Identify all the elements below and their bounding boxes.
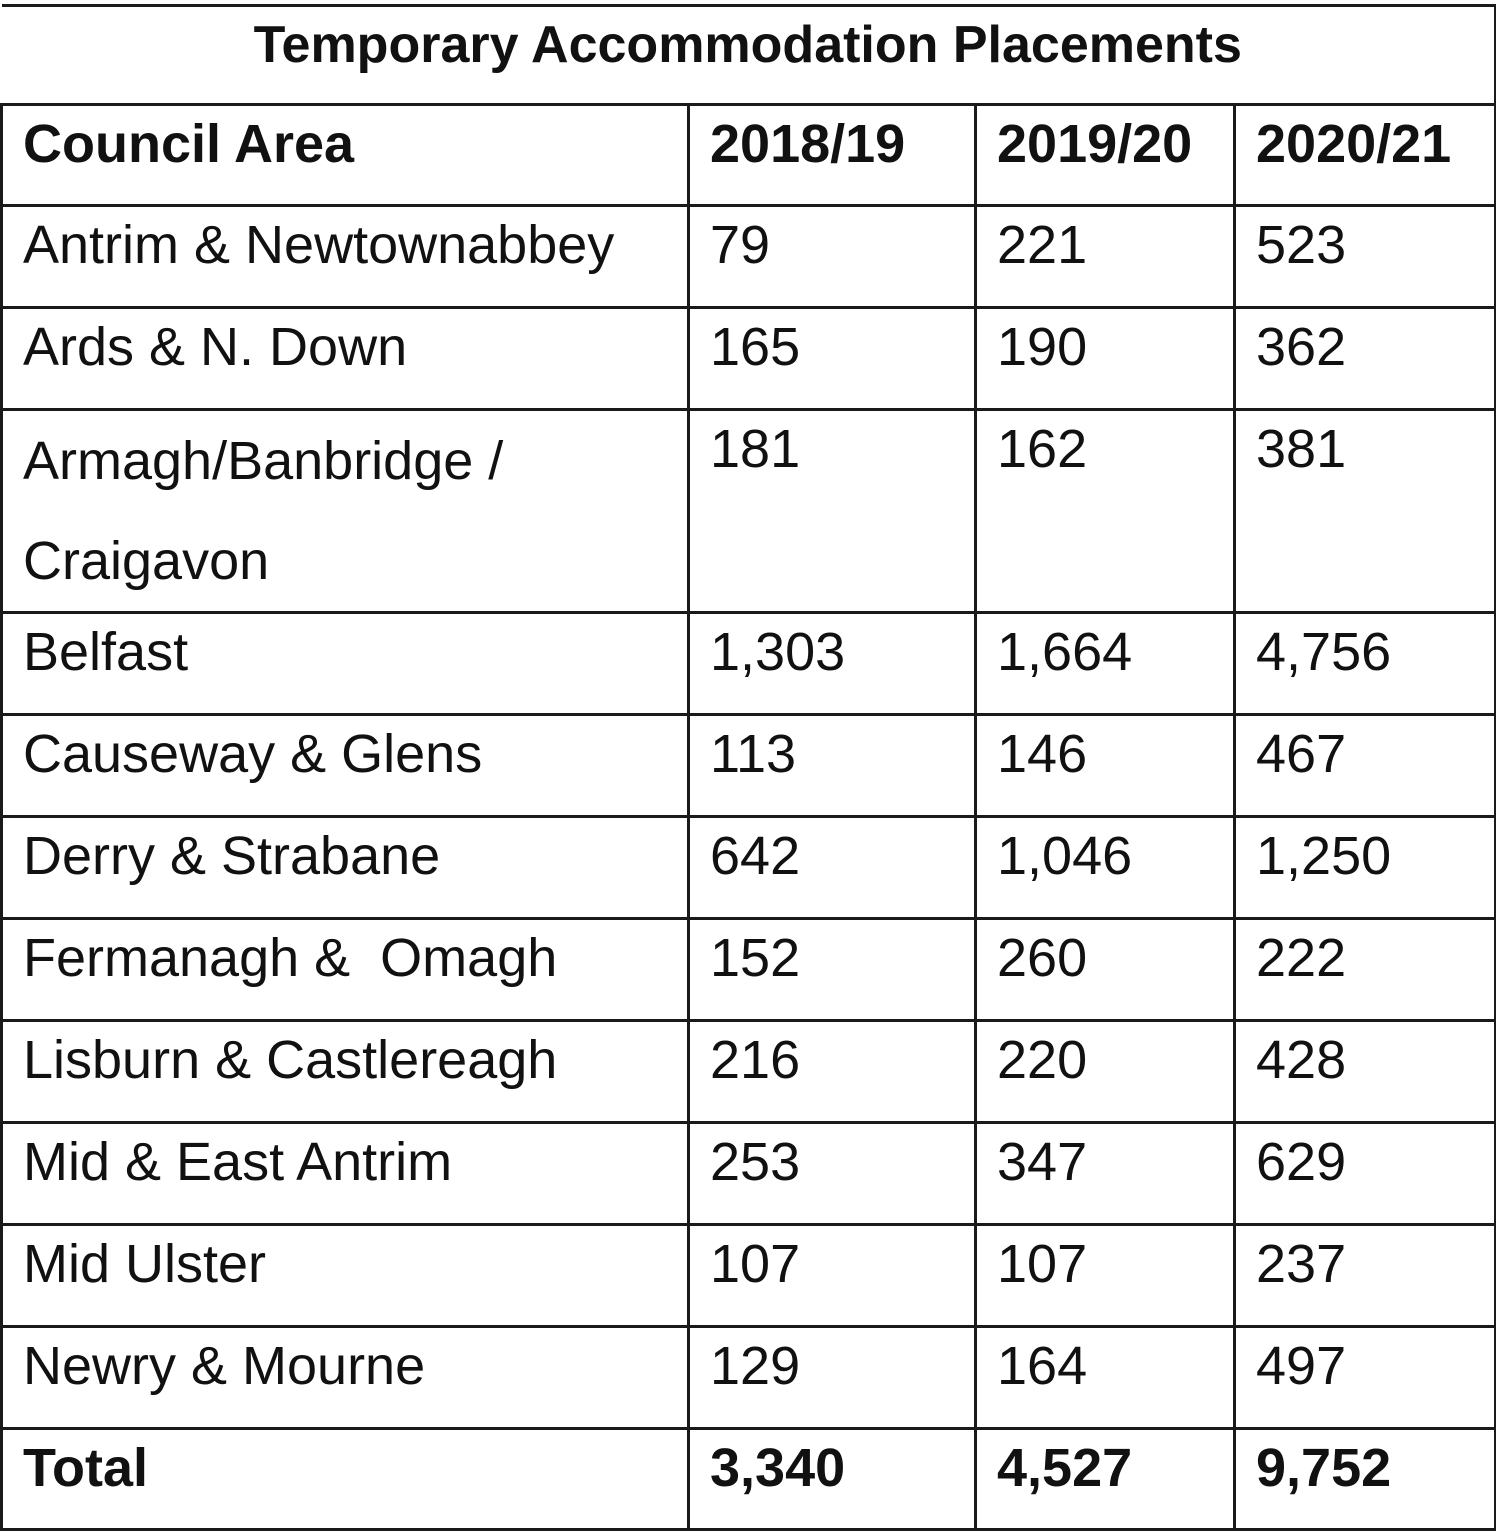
- value-2020-21: 629: [1235, 1123, 1496, 1225]
- value-2018-19: 181: [689, 410, 976, 613]
- value-2020-21: 237: [1235, 1225, 1496, 1327]
- council-area-cell: Mid & East Antrim: [2, 1123, 689, 1225]
- value-2018-19: 152: [689, 919, 976, 1021]
- value-2018-19: 1,303: [689, 613, 976, 715]
- value-2019-20: 347: [976, 1123, 1235, 1225]
- value-2018-19: 113: [689, 715, 976, 817]
- council-area-cell: Lisburn & Castlereagh: [2, 1021, 689, 1123]
- table-row: [2, 1225, 1496, 1327]
- header-council-area: Council Area: [2, 105, 689, 206]
- total-label: Total: [2, 1429, 689, 1530]
- council-area-cell: Newry & Mourne: [2, 1327, 689, 1429]
- table-row: [2, 919, 1496, 1021]
- table-row: [2, 1327, 1496, 1429]
- value-2019-20: 260: [976, 919, 1235, 1021]
- council-area-cell: Antrim & Newtownabbey: [2, 206, 689, 308]
- value-2018-19: 253: [689, 1123, 976, 1225]
- value-2019-20: 220: [976, 1021, 1235, 1123]
- value-2018-19: 216: [689, 1021, 976, 1123]
- table-header-row: [2, 105, 1496, 206]
- value-2020-21: 381: [1235, 410, 1496, 613]
- council-area-cell: Armagh/Banbridge / Craigavon: [2, 410, 689, 613]
- value-2018-19: 107: [689, 1225, 976, 1327]
- value-2020-21: 1,250: [1235, 817, 1496, 919]
- value-2019-20: 107: [976, 1225, 1235, 1327]
- table-row: [2, 308, 1496, 410]
- council-area-cell: Belfast: [2, 613, 689, 715]
- table-row: [2, 613, 1496, 715]
- value-2019-20: 1,046: [976, 817, 1235, 919]
- total-2019-20: 4,527: [976, 1429, 1235, 1530]
- value-2018-19: 165: [689, 308, 976, 410]
- table-title: Temporary Accommodation Placements: [2, 6, 1496, 105]
- value-2020-21: 467: [1235, 715, 1496, 817]
- table-row: [2, 715, 1496, 817]
- value-2020-21: 222: [1235, 919, 1496, 1021]
- table-title-row: [2, 6, 1496, 105]
- table-row: [2, 206, 1496, 308]
- header-2020-21: 2020/21: [1235, 105, 1496, 206]
- value-2020-21: 523: [1235, 206, 1496, 308]
- total-2020-21: 9,752: [1235, 1429, 1496, 1530]
- value-2020-21: 497: [1235, 1327, 1496, 1429]
- value-2019-20: 162: [976, 410, 1235, 613]
- placements-table: [0, 4, 1496, 1531]
- value-2020-21: 428: [1235, 1021, 1496, 1123]
- value-2019-20: 1,664: [976, 613, 1235, 715]
- header-2019-20: 2019/20: [976, 105, 1235, 206]
- table-row: [2, 1123, 1496, 1225]
- table-row: [2, 410, 1496, 613]
- council-area-cell: Derry & Strabane: [2, 817, 689, 919]
- council-area-cell: Mid Ulster: [2, 1225, 689, 1327]
- value-2019-20: 190: [976, 308, 1235, 410]
- value-2020-21: 4,756: [1235, 613, 1496, 715]
- value-2019-20: 221: [976, 206, 1235, 308]
- council-area-cell: Fermanagh & Omagh: [2, 919, 689, 1021]
- value-2020-21: 362: [1235, 308, 1496, 410]
- table-row: [2, 1021, 1496, 1123]
- value-2018-19: 79: [689, 206, 976, 308]
- total-row: [2, 1429, 1496, 1530]
- table-row: [2, 817, 1496, 919]
- total-2018-19: 3,340: [689, 1429, 976, 1530]
- value-2019-20: 164: [976, 1327, 1235, 1429]
- council-area-cell: Causeway & Glens: [2, 715, 689, 817]
- header-2018-19: 2018/19: [689, 105, 976, 206]
- value-2018-19: 642: [689, 817, 976, 919]
- council-area-cell: Ards & N. Down: [2, 308, 689, 410]
- value-2018-19: 129: [689, 1327, 976, 1429]
- value-2019-20: 146: [976, 715, 1235, 817]
